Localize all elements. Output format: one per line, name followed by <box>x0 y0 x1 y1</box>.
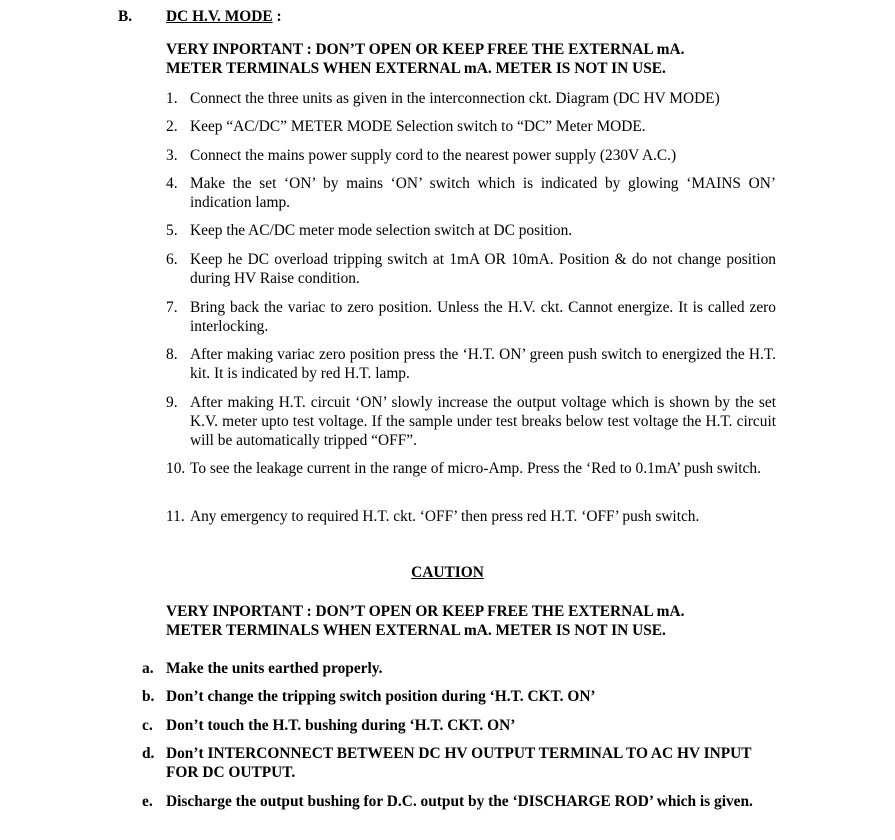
step-item <box>166 250 776 288</box>
caution-item <box>142 687 782 706</box>
caution-letter: e. <box>142 793 153 810</box>
step-item <box>166 221 776 240</box>
step-number: 2. <box>166 118 178 135</box>
step-number: 10. <box>166 460 186 477</box>
section-heading <box>118 7 282 26</box>
caution-warning <box>166 602 786 640</box>
caution-text: Discharge the output bushing for D.C. output by the ‘DISCHARGE ROD’ which is given. <box>166 793 753 810</box>
step-item <box>166 507 776 526</box>
step-item <box>166 298 776 336</box>
caution-text: Don’t touch the H.T. bushing during ‘H.T. CKT. ON’ <box>166 717 516 734</box>
step-number: 3. <box>166 147 178 164</box>
step-item <box>166 174 776 212</box>
caution-letter: b. <box>142 688 155 705</box>
step-item <box>166 393 776 450</box>
step-item <box>166 89 776 108</box>
caution-letter: d. <box>142 745 155 762</box>
step-number: 7. <box>166 299 178 316</box>
step-text: After making H.T. circuit ‘ON’ slowly increase the output voltage which is shown by the set K.V. meter upto test voltage. If the sample under test breaks below test voltage the H.T. circuit will be automatically tripped “OFF”. <box>190 394 776 449</box>
step-number: 5. <box>166 222 178 239</box>
step-text: Bring back the variac to zero position. Unless the H.V. ckt. Cannot energize. It is called zero interlocking. <box>190 299 776 335</box>
step-item <box>166 146 776 165</box>
step-text: To see the leakage current in the range of micro-Amp. Press the ‘Red to 0.1mA’ push switch. <box>190 460 761 477</box>
step-text: Keep the AC/DC meter mode selection switch at DC position. <box>190 222 573 239</box>
step-item <box>166 117 776 136</box>
step-item <box>166 345 776 383</box>
step-number: 9. <box>166 394 178 411</box>
step-number: 1. <box>166 90 178 107</box>
step-number: 8. <box>166 346 178 363</box>
section-letter: B. <box>118 8 133 25</box>
warning-line: METER TERMINALS WHEN EXTERNAL mA. METER IS NOT IN USE. <box>166 622 666 639</box>
section-title-suffix: : <box>272 8 282 25</box>
warning-line: VERY INPORTANT : DON’T OPEN OR KEEP FREE THE EXTERNAL mA. <box>166 603 685 620</box>
step-text: Keep he DC overload tripping switch at 1mA OR 10mA. Position & do not change position during HV Raise condition. <box>190 251 776 287</box>
step-text: After making variac zero position press the ‘H.T. ON’ green push switch to energized the H.T. kit. It is indicated by red H.T. lamp. <box>190 346 776 382</box>
caution-text: Make the units earthed properly. <box>166 660 383 677</box>
step-text: Connect the mains power supply cord to the nearest power supply (230V A.C.) <box>190 147 677 164</box>
important-warning <box>166 40 786 78</box>
step-number: 4. <box>166 175 178 192</box>
warning-line: VERY INPORTANT : DON’T OPEN OR KEEP FREE THE EXTERNAL mA. <box>166 41 685 58</box>
step-number: 6. <box>166 251 178 268</box>
caution-title: CAUTION <box>411 564 484 581</box>
step-item <box>166 459 776 478</box>
step-text: Make the set ‘ON’ by mains ‘ON’ switch which is indicated by glowing ‘MAINS ON’ indication lamp. <box>190 175 776 211</box>
step-number: 11. <box>166 508 185 525</box>
caution-item <box>142 716 782 735</box>
warning-line: METER TERMINALS WHEN EXTERNAL mA. METER IS NOT IN USE. <box>166 60 666 77</box>
step-text: Connect the three units as given in the interconnection ckt. Diagram (DC HV MODE) <box>190 90 720 107</box>
section-title: DC H.V. MODE <box>166 8 273 25</box>
caution-letter: c. <box>142 717 153 734</box>
caution-letter: a. <box>142 660 154 677</box>
caution-text: Don’t INTERCONNECT BETWEEN DC HV OUTPUT TERMINAL TO AC HV INPUT FOR DC OUTPUT. <box>166 745 752 781</box>
step-text: Keep “AC/DC” METER MODE Selection switch to “DC” Meter MODE. <box>190 118 646 135</box>
caution-item <box>142 659 782 678</box>
caution-item <box>142 792 762 811</box>
caution-text: Don’t change the tripping switch position during ‘H.T. CKT. ON’ <box>166 688 596 705</box>
caution-item <box>142 744 762 782</box>
step-text: Any emergency to required H.T. ckt. ‘OFF’ then press red H.T. ‘OFF’ push switch. <box>190 508 700 525</box>
caution-heading <box>0 563 895 582</box>
